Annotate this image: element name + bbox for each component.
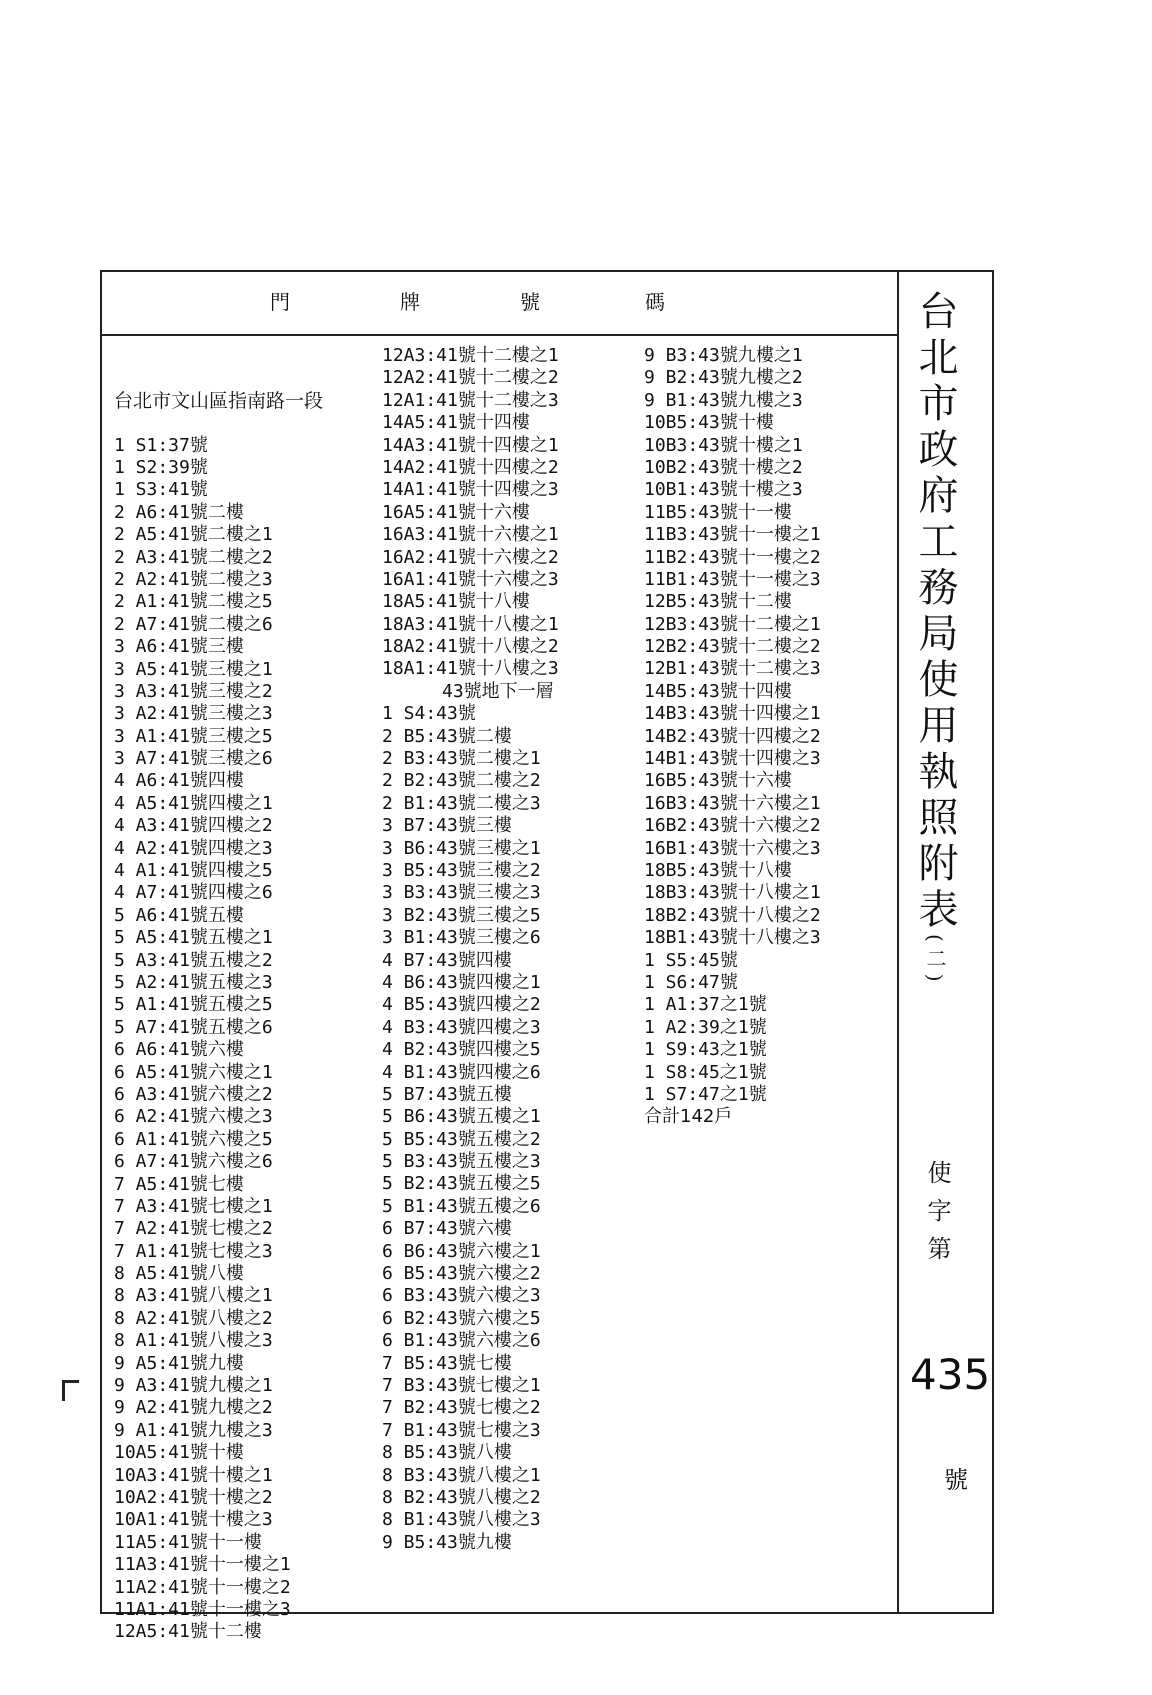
address-entry: 12B2:43號十二樓之2 — [644, 636, 821, 658]
address-entry: 5 B2:43號五樓之5 — [382, 1173, 541, 1195]
address-entry: 7 A3:41號七樓之1 — [114, 1195, 273, 1217]
address-entry: 2 A1:41號二樓之5 — [114, 591, 273, 613]
address-entry: 9 B3:43號九樓之1 — [644, 345, 803, 366]
address-entry: 8 B3:43號八樓之1 — [382, 1464, 541, 1486]
address-entry: 18B2:43號十八樓之2 — [644, 904, 821, 926]
address-entry: 4 A7:41號四樓之6 — [114, 882, 273, 904]
address-entry: 2 B2:43號二樓之2 — [382, 770, 541, 792]
document-number: 435 — [910, 1350, 991, 1399]
address-entry: 7 B2:43號七樓之2 — [382, 1397, 541, 1419]
address-entry: 11B1:43號十一樓之3 — [644, 568, 821, 590]
address-entry: 6 A6:41號六樓 — [114, 1039, 244, 1061]
address-entry: 5 A5:41號五樓之1 — [114, 927, 273, 949]
address-entry: 4 B3:43號四樓之3 — [382, 1016, 541, 1038]
address-entry: 11B2:43號十一樓之2 — [644, 546, 821, 568]
address-entry: 10A3:41號十樓之1 — [114, 1464, 273, 1486]
address-entry: 9 B5:43號九樓 — [382, 1531, 512, 1553]
address-entry: 5 A7:41號五樓之6 — [114, 1016, 273, 1038]
address-entry: 16A2:41號十六樓之2 — [382, 546, 559, 568]
address-entry: 4 B5:43號四樓之2 — [382, 994, 541, 1016]
address-entry: 16A5:41號十六樓 — [382, 501, 530, 523]
address-entry: 16A1:41號十六樓之3 — [382, 568, 559, 590]
address-entry: 18A2:41號十八樓之2 — [382, 636, 559, 658]
address-entry: 1 A2:39之1號 — [644, 1016, 767, 1038]
address-entry: 4 A3:41號四樓之2 — [114, 815, 273, 837]
address-entry: 18B5:43號十八樓 — [644, 859, 792, 881]
address-entry: 9 A2:41號九樓之2 — [114, 1397, 273, 1419]
address-entry: 10B3:43號十樓之1 — [644, 434, 803, 456]
address-entry: 7 A2:41號七樓之2 — [114, 1218, 273, 1240]
address-entry: 14A3:41號十四樓之1 — [382, 434, 559, 456]
address-entry: 6 B6:43號六樓之1 — [382, 1240, 541, 1262]
address-entry: 6 A2:41號六樓之3 — [114, 1106, 273, 1128]
address-entry: 11B3:43號十一樓之1 — [644, 524, 821, 546]
address-entry: 3 A3:41號三樓之2 — [114, 680, 273, 702]
address-entry: 18A1:41號十八樓之3 — [382, 658, 559, 680]
address-entry: 1 S5:45號 — [644, 949, 738, 971]
address-entry: 1 S6:47號 — [644, 971, 738, 993]
address-entry: 14A5:41號十四樓 — [382, 412, 530, 434]
address-entry: 3 A7:41號三樓之6 — [114, 748, 273, 770]
address-entry: 1 S4:43號 — [382, 703, 476, 725]
header-col-1: 門 — [270, 290, 290, 314]
document-number-suffix: 號 — [944, 1466, 968, 1494]
address-entry: 12A1:41號十二樓之3 — [382, 389, 559, 411]
address-entry: 11A2:41號十一樓之2 — [114, 1576, 291, 1598]
address-column-1 — [114, 345, 323, 1644]
address-entry: 3 A2:41號三樓之3 — [114, 703, 273, 725]
address-entry: 14B3:43號十四樓之1 — [644, 703, 821, 725]
address-entry: 10A1:41號十樓之3 — [114, 1509, 273, 1531]
address-entry: 4 A5:41號四樓之1 — [114, 792, 273, 814]
address-entry: 18B1:43號十八樓之3 — [644, 927, 821, 949]
address-entry: 14B2:43號十四樓之2 — [644, 725, 821, 747]
address-entry: 5 B3:43號五樓之3 — [382, 1151, 541, 1173]
address-entry: 6 B5:43號六樓之2 — [382, 1263, 541, 1285]
address-entry: 11A5:41號十一樓 — [114, 1531, 262, 1553]
corner-bracket-mark — [62, 1380, 79, 1401]
address-entry: 12A2:41號十二樓之2 — [382, 367, 559, 389]
address-entry: 7 B5:43號七樓 — [382, 1352, 512, 1374]
total-units: 合計142戶 — [644, 1106, 733, 1128]
address-entry: 5 B5:43號五樓之2 — [382, 1128, 541, 1150]
address-entry: 9 B2:43號九樓之2 — [644, 367, 803, 389]
address-entry: 9 A5:41號九樓 — [114, 1352, 244, 1374]
address-entry: 2 B3:43號二樓之1 — [382, 748, 541, 770]
address-entry: 1 S9:43之1號 — [644, 1039, 767, 1061]
address-entry: 5 A1:41號五樓之5 — [114, 994, 273, 1016]
address-entry: 16A3:41號十六樓之1 — [382, 524, 559, 546]
address-entry: 8 A5:41號八樓 — [114, 1263, 244, 1285]
address-entry: 7 B1:43號七樓之3 — [382, 1419, 541, 1441]
address-column-3 — [644, 345, 821, 1129]
address-entry: 7 B3:43號七樓之1 — [382, 1374, 541, 1396]
address-entry: 18A5:41號十八樓 — [382, 591, 530, 613]
address-entry: 5 A6:41號五樓 — [114, 904, 244, 926]
address-entry: 6 B7:43號六樓 — [382, 1218, 512, 1240]
address-entry: 14B5:43號十四樓 — [644, 680, 792, 702]
address-entry: 16B3:43號十六樓之1 — [644, 792, 821, 814]
address-entry: 6 A7:41號六樓之6 — [114, 1151, 273, 1173]
address-entry: 12B3:43號十二樓之1 — [644, 613, 821, 635]
address-entry: 3 B3:43號三樓之3 — [382, 882, 541, 904]
header-col-2: 牌 — [400, 290, 420, 314]
header-col-4: 碼 — [645, 290, 665, 314]
address-entry: 1 S3:41號 — [114, 479, 208, 501]
address-entry: 1 S1:37號 — [114, 434, 208, 456]
address-entry: 9 B1:43號九樓之3 — [644, 389, 803, 411]
address-entry: 1 S7:47之1號 — [644, 1083, 767, 1105]
address-entry: 4 A2:41號四樓之3 — [114, 837, 273, 859]
table-header — [100, 270, 897, 336]
address-entry: 1 S2:39號 — [114, 457, 208, 478]
basement-heading: 43號地下一層 — [442, 680, 554, 702]
address-entry: 3 B7:43號三樓 — [382, 815, 512, 837]
address-entry: 8 B2:43號八樓之2 — [382, 1486, 541, 1508]
address-entry: 10B5:43號十樓 — [644, 412, 774, 434]
address-entry: 3 B5:43號三樓之2 — [382, 859, 541, 881]
address-entry: 6 A3:41號六樓之2 — [114, 1083, 273, 1105]
address-entry: 3 A6:41號三樓 — [114, 636, 244, 658]
address-entry: 4 A6:41號四樓 — [114, 770, 244, 792]
address-entry: 7 A5:41號七樓 — [114, 1173, 244, 1195]
address-entry: 14B1:43號十四樓之3 — [644, 748, 821, 770]
address-entry: 5 A3:41號五樓之2 — [114, 949, 273, 971]
address-entry: 10B1:43號十樓之3 — [644, 479, 803, 501]
vertical-divider — [897, 270, 899, 1614]
address-entry: 12A5:41號十二樓 — [114, 1621, 262, 1643]
address-entry: 6 A5:41號六樓之1 — [114, 1061, 273, 1083]
address-entry: 6 A1:41號六樓之5 — [114, 1128, 273, 1150]
address-entry: 16B5:43號十六樓 — [644, 770, 792, 792]
address-entry: 16B1:43號十六樓之3 — [644, 837, 821, 859]
address-column-2 — [382, 345, 559, 1554]
address-entry: 18A3:41號十八樓之1 — [382, 613, 559, 635]
address-entry: 14A1:41號十四樓之3 — [382, 479, 559, 501]
address-entry: 9 A1:41號九樓之3 — [114, 1419, 273, 1441]
address-entry: 16B2:43號十六樓之2 — [644, 815, 821, 837]
address-entry: 10A2:41號十樓之2 — [114, 1486, 273, 1508]
address-entry: 3 A1:41號三樓之5 — [114, 725, 273, 747]
address-entry: 14A2:41號十四樓之2 — [382, 456, 559, 478]
address-entry: 8 A2:41號八樓之2 — [114, 1307, 273, 1329]
address-entry: 6 B3:43號六樓之3 — [382, 1285, 541, 1307]
address-entry: 2 A2:41號二樓之3 — [114, 568, 273, 590]
address-entry: 3 B6:43號三樓之1 — [382, 837, 541, 859]
address-entry: 4 B1:43號四樓之6 — [382, 1061, 541, 1083]
address-entry: 11A3:41號十一樓之1 — [114, 1554, 291, 1576]
address-entry: 4 A1:41號四樓之5 — [114, 860, 273, 882]
address-entry: 3 B2:43號三樓之5 — [382, 904, 541, 926]
address-entry: 3 B1:43號三樓之6 — [382, 927, 541, 949]
address-entry: 4 B6:43號四樓之1 — [382, 971, 541, 993]
address-entry: 8 B5:43號八樓 — [382, 1442, 512, 1464]
address-entry: 12A3:41號十二樓之1 — [382, 345, 559, 366]
address-entry: 5 B6:43號五樓之1 — [382, 1106, 541, 1128]
address-entry: 10A5:41號十樓 — [114, 1442, 244, 1464]
document-title — [905, 290, 965, 988]
address-entry: 6 B1:43號六樓之6 — [382, 1330, 541, 1352]
address-entry: 2 A6:41號二樓 — [114, 501, 244, 523]
address-entry: 8 A3:41號八樓之1 — [114, 1285, 273, 1307]
address-entry: 6 B2:43號六樓之5 — [382, 1307, 541, 1329]
title-text: 台北市政府工務局使用執照附表 — [912, 290, 958, 934]
address-entry: 10B2:43號十樓之2 — [644, 456, 803, 478]
district-heading: 台北市文山區指南路一段 — [114, 389, 324, 412]
address-entry: 11A1:41號十一樓之3 — [114, 1598, 291, 1620]
address-entry: 5 A2:41號五樓之3 — [114, 971, 273, 993]
address-entry: 9 A3:41號九樓之1 — [114, 1375, 273, 1397]
address-entry: 3 A5:41號三樓之1 — [114, 658, 273, 680]
address-entry: 5 B7:43號五樓 — [382, 1083, 512, 1105]
address-entry: 2 A3:41號二樓之2 — [114, 546, 273, 568]
address-entry: 2 A5:41號二樓之1 — [114, 524, 273, 546]
address-entry: 5 B1:43號五樓之6 — [382, 1195, 541, 1217]
address-entry: 18B3:43號十八樓之1 — [644, 882, 821, 904]
address-entry: 2 A7:41號二樓之6 — [114, 613, 273, 635]
address-entry: 1 A1:37之1號 — [644, 994, 767, 1016]
usage-label: 使字第 — [923, 1160, 951, 1274]
address-entry: 2 B5:43號二樓 — [382, 725, 512, 747]
address-entry: 8 B1:43號八樓之3 — [382, 1509, 541, 1531]
address-entry: 2 B1:43號二樓之3 — [382, 792, 541, 814]
address-entry: 4 B2:43號四樓之5 — [382, 1039, 541, 1061]
address-entry: 12B5:43號十二樓 — [644, 591, 792, 613]
address-entry: 7 A1:41號七樓之3 — [114, 1240, 273, 1262]
address-entry: 8 A1:41號八樓之3 — [114, 1330, 273, 1352]
header-col-3: 號 — [520, 290, 540, 314]
address-entry: 1 S8:45之1號 — [644, 1061, 767, 1083]
title-suffix: (二) — [923, 934, 947, 988]
address-entry: 4 B7:43號四樓 — [382, 949, 512, 971]
address-entry: 11B5:43號十一樓 — [644, 501, 792, 523]
address-entry: 12B1:43號十二樓之3 — [644, 658, 821, 680]
